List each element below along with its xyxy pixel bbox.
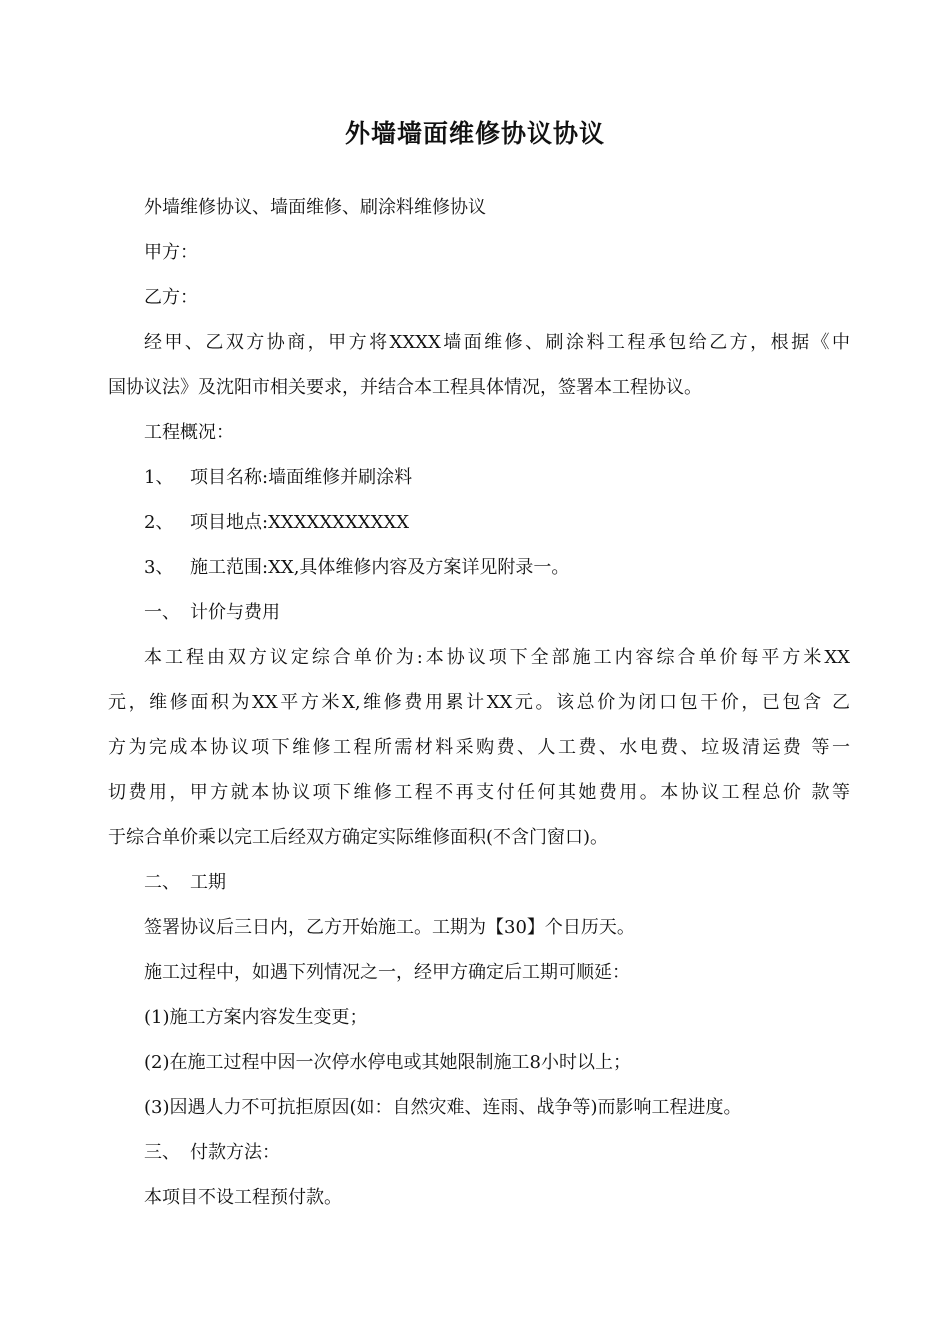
section-title: 工期 (190, 872, 226, 893)
intro-paragraph (108, 325, 850, 406)
pricing-line: 于综合单价乘以完工后经双方确定实际维修面积(不含门窗口)。 (108, 827, 609, 848)
section-number: 三、 (144, 1142, 180, 1163)
pricing-line: 切费用，甲方就本协议项下维修工程不再支付任何其她费用。本协议工程总价 款等 (108, 782, 850, 803)
section-number: 二、 (144, 872, 180, 893)
overview-item-number: 3、 (144, 557, 174, 578)
schedule-extension-intro: 施工过程中，如遇下列情况之一，经甲方确定后工期可顺延： (144, 962, 630, 983)
schedule-condition: (1)施工方案内容发生变更； (144, 1007, 368, 1028)
overview-item-text: 项目地点:XXXXXXXXXXX (190, 512, 410, 533)
section-title: 付款方法： (190, 1142, 280, 1163)
pricing-line: 方为完成本协议项下维修工程所需材料采购费、人工费、水电费、垃圾清运费 等一 (108, 737, 850, 758)
section-heading (108, 1135, 850, 1171)
payment-text: 本项目不设工程预付款。 (144, 1187, 342, 1208)
document-body (108, 190, 850, 1216)
schedule-condition: (2)在施工过程中因一次停水停电或其她限制施工8小时以上； (144, 1052, 631, 1073)
overview-item (108, 550, 850, 586)
party-b-label: 乙方： (144, 287, 198, 308)
pricing-line: 本工程由双方议定综合单价为:本协议项下全部施工内容综合单价每平方米XX (144, 647, 850, 668)
section-heading (108, 865, 850, 901)
section-heading (108, 595, 850, 631)
pricing-paragraph (108, 640, 850, 856)
pricing-line: 元，维修面积为XX平方米X,维修费用累计XX元。该总价为闭口包干价，已包含 乙 (108, 692, 850, 713)
section-number: 一、 (144, 602, 180, 623)
overview-item-number: 2、 (144, 512, 174, 533)
schedule-condition: (3)因遇人力不可抗拒原因(如：自然灾难、连雨、战争等)而影响工程进度。 (144, 1097, 742, 1118)
section-title: 计价与费用 (190, 602, 280, 623)
schedule-start: 签署协议后三日内，乙方开始施工。工期为【30】个日历天。 (144, 917, 635, 938)
overview-item-number: 1、 (144, 467, 174, 488)
document-subtitle: 外墙维修协议、墙面维修、刷涂料维修协议 (144, 197, 486, 218)
party-a-label: 甲方： (144, 242, 198, 263)
intro-line: 经甲、乙双方协商，甲方将XXXX墙面维修、刷涂料工程承包给乙方，根据《中 (144, 332, 850, 353)
overview-item (108, 460, 850, 496)
intro-line: 国协议法》及沈阳市相关要求，并结合本工程具体情况，签署本工程协议。 (108, 377, 702, 398)
overview-item-text: 施工范围:XX,具体维修内容及方案详见附录一。 (190, 557, 570, 578)
overview-item-text: 项目名称:墙面维修并刷涂料 (190, 467, 413, 488)
overview-item (108, 505, 850, 541)
overview-heading: 工程概况： (144, 422, 234, 443)
document-title: 外墙墙面维修协议协议 (344, 119, 605, 148)
